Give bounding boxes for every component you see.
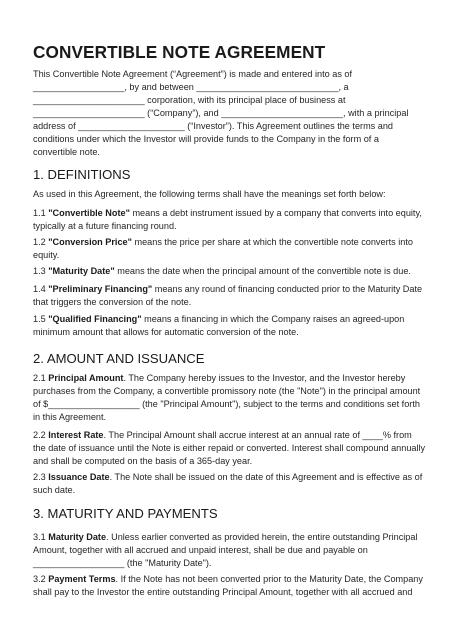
definition-line: equity. xyxy=(33,250,60,260)
clause-line xyxy=(33,574,423,585)
clause-number: 2.3 xyxy=(33,472,49,482)
clause-line: purchases from the Company, a convertible promissory note (the "Note") in the principal amount xyxy=(33,386,421,396)
clause-term: Interest Rate xyxy=(48,430,104,440)
clause-number: 3.2 xyxy=(33,574,49,584)
intro-line: This Convertible Note Agreement (“Agreement”) is made and entered into as of xyxy=(33,69,353,79)
clause-text: means a financing in which the Company raises an agreed-upon xyxy=(141,314,405,324)
intro-line: convertible note. xyxy=(33,147,100,157)
clause-line: shall pay to the Investor the entire outstanding Principal Amount, together with all accrued and xyxy=(33,587,413,597)
section-heading-amount: 2. AMOUNT AND ISSUANCE xyxy=(33,351,205,366)
section-heading-maturity: 3. MATURITY AND PAYMENTS xyxy=(33,506,218,521)
clause-number: 3.1 xyxy=(33,532,49,542)
definitions-lead: As used in this Agreement, the following terms shall have the meanings set forth below: xyxy=(33,189,386,199)
clause-text: means the date when the principal amount of the convertible note is due. xyxy=(114,266,411,276)
definition-line xyxy=(33,314,404,325)
clause-number: 1.3 xyxy=(33,266,49,276)
definition-line: minimum amount that allows for automatic conversion of the note. xyxy=(33,327,299,337)
clause-line xyxy=(33,430,412,441)
defined-term: "Maturity Date" xyxy=(48,266,115,276)
clause-term: Principal Amount xyxy=(48,373,124,383)
clause-text: . Unless earlier converted as provided herein, the entire outstanding Principal xyxy=(106,532,418,542)
clause-line xyxy=(33,373,405,384)
clause-line: such date. xyxy=(33,485,76,495)
clause-text: . The Company hereby issues to the Investor, and the Investor hereby xyxy=(123,373,406,383)
clause-text: means any round of financing conducted prior to the Maturity Date xyxy=(152,284,423,294)
clause-text: . The Principal Amount shall accrue interest at an annual rate of ____% from xyxy=(103,430,412,440)
clause-text: means the price per share at which the convertible note converts into xyxy=(131,237,413,247)
definition-line: typically at a future financing round. xyxy=(33,221,177,231)
clause-term: Maturity Date xyxy=(48,532,107,542)
clause-number: 2.1 xyxy=(33,373,49,383)
clause-number: 1.2 xyxy=(33,237,49,247)
clause-line xyxy=(33,472,422,483)
clause-line: in this Agreement. xyxy=(33,412,107,422)
clause-line: Amount, together with all accrued and unpaid interest, shall be due and payable on xyxy=(33,545,368,555)
definition-line xyxy=(33,266,411,277)
clause-number: 2.2 xyxy=(33,430,49,440)
section-heading-definitions: 1. DEFINITIONS xyxy=(33,167,131,182)
clause-text: . If the Note has not been converted prior to the Maturity Date, the Company xyxy=(115,574,423,584)
intro-line: ______________________ (“Company”), and ________________________, with a principal xyxy=(33,108,409,118)
intro-line: conditions under which the Investor will provide funds to the Company in the form of a xyxy=(33,134,379,144)
clause-line: __________________ (the "Maturity Date"). xyxy=(33,558,212,568)
definition-line xyxy=(33,237,413,248)
clause-term: Issuance Date xyxy=(48,472,110,482)
clause-text: . The Note shall be issued on the date of this Agreement and is effective as of xyxy=(109,472,423,482)
clause-line: the date of issuance until the Note is either repaid or converted. Interest shall compound annually xyxy=(33,443,426,453)
clause-line: of $__________________ (the "Principal Amount"), subject to the terms and conditions set forth xyxy=(33,399,420,409)
clause-number: 1.1 xyxy=(33,208,49,218)
clause-text: means a debt instrument issued by a company that converts into equity, xyxy=(129,208,422,218)
defined-term: "Preliminary Financing" xyxy=(48,284,153,294)
definition-line xyxy=(33,208,422,219)
clause-line xyxy=(33,532,418,543)
defined-term: "Qualified Financing" xyxy=(48,314,142,324)
intro-line: __________________, by and between ____________________________, a xyxy=(33,82,349,92)
intro-line: address of _____________________ (“Investor”). This Agreement outlines the terms and xyxy=(33,121,393,131)
defined-term: "Convertible Note" xyxy=(48,208,130,218)
intro-line: ______________________ corporation, with its principal place of business at xyxy=(33,95,346,105)
defined-term: "Conversion Price" xyxy=(48,237,132,247)
document-title: CONVERTIBLE NOTE AGREEMENT xyxy=(33,42,326,62)
definition-line: that triggers the conversion of the note. xyxy=(33,297,192,307)
clause-number: 1.5 xyxy=(33,314,49,324)
clause-number: 1.4 xyxy=(33,284,49,294)
clause-line: and shall be computed on the basis of a 365-day year. xyxy=(33,456,253,466)
definition-line xyxy=(33,284,422,295)
clause-term: Payment Terms xyxy=(48,574,116,584)
